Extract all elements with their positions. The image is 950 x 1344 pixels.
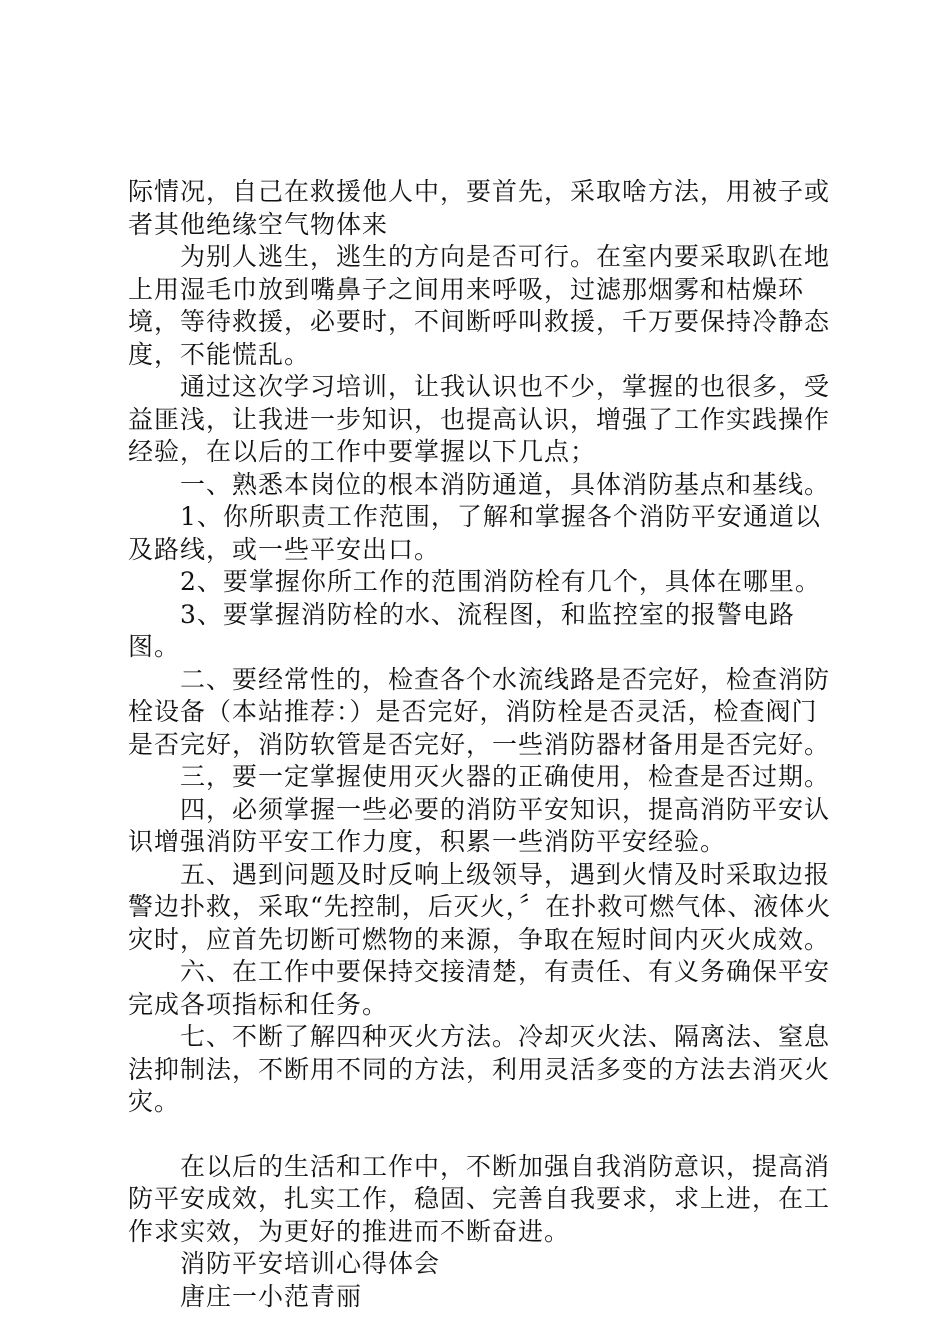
point-one-item-3: 3、要掌握消防栓的水、流程图，和监控室的报警电路图。 (128, 599, 795, 661)
paragraph-continuation: 际情况，自己在救援他人中，要首先，采取啥方法，用被子或者其他绝缘空气物体来 (128, 177, 831, 239)
point-three: 三，要一定掌握使用灭火器的正确使用，检查是否过期。 (180, 762, 831, 791)
paragraph-conclusion: 在以后的生活和工作中，不断加强自我消防意识，提高消防平安成效，扎实工作，稳固、完善自我要求，求上进，在工作求实效，为更好的推进而不断奋进。 (128, 1151, 831, 1246)
point-four: 四，必须掌握一些必要的消防平安知识，提高消防平安认识增强消防平安工作力度，积累一些消防平安经验。 (128, 794, 831, 856)
blank-line (128, 1119, 840, 1151)
point-seven: 七、不断了解四种灭火方法。冷却灭火法、隔离法、窒息法抑制法，不断用不同的方法，利用灵活多变的方法去消灭火灾。 (128, 1022, 831, 1116)
paragraph-training-summary: 通过这次学习培训，让我认识也不少，掌握的也很多，受益匪浅，让我进一步知识，也提高认识，增强了工作实践操作经验，在以后的工作中要掌握以下几点； (128, 372, 831, 466)
point-two: 二、要经常性的，检查各个水流线路是否完好，检查消防栓设备（本站推荐：）是否完好，消防栓是否灵活，检查阀门是否完好，消防软管是否完好，一些消防器材备用是否完好。 (128, 664, 831, 759)
point-five: 五、遇到问题及时反响上级领导，遇到火情及时采取边报警边扑救，采取“先控制，后灭火，〞在扑救可燃气体、液体火灾时，应首先切断可燃物的来源，争取在短时间内灭火成效。 (128, 859, 832, 954)
document-title-line: 消防平安培训心得体会 (180, 1249, 441, 1278)
point-one: 一、熟悉本岗位的根本消防通道，具体消防基点和基线。 (180, 469, 831, 499)
point-one-item-1: 1、你所职责工作范围，了解和掌握各个消防平安通道以及路线，或一些平安出口。 (128, 502, 821, 564)
point-six: 六、在工作中要保持交接清楚，有责任、有义务确保平安完成各项指标和任务。 (128, 957, 831, 1019)
author-signature: 唐庄一小范青丽 (180, 1281, 363, 1311)
paragraph-escape-method: 为别人逃生，逃生的方向是否可行。在室内要采取趴在地上用湿毛巾放到嘴鼻子之间用来呼吸，过滤那烟雾和枯燥环境，等待救援，必要时，不间断呼叫救援，千万要保持冷静态度，不能慌乱。 (128, 242, 831, 369)
document-body (128, 176, 840, 1313)
point-one-item-2: 2、要掌握你所工作的范围消防栓有几个，具体在哪里。 (180, 567, 821, 596)
